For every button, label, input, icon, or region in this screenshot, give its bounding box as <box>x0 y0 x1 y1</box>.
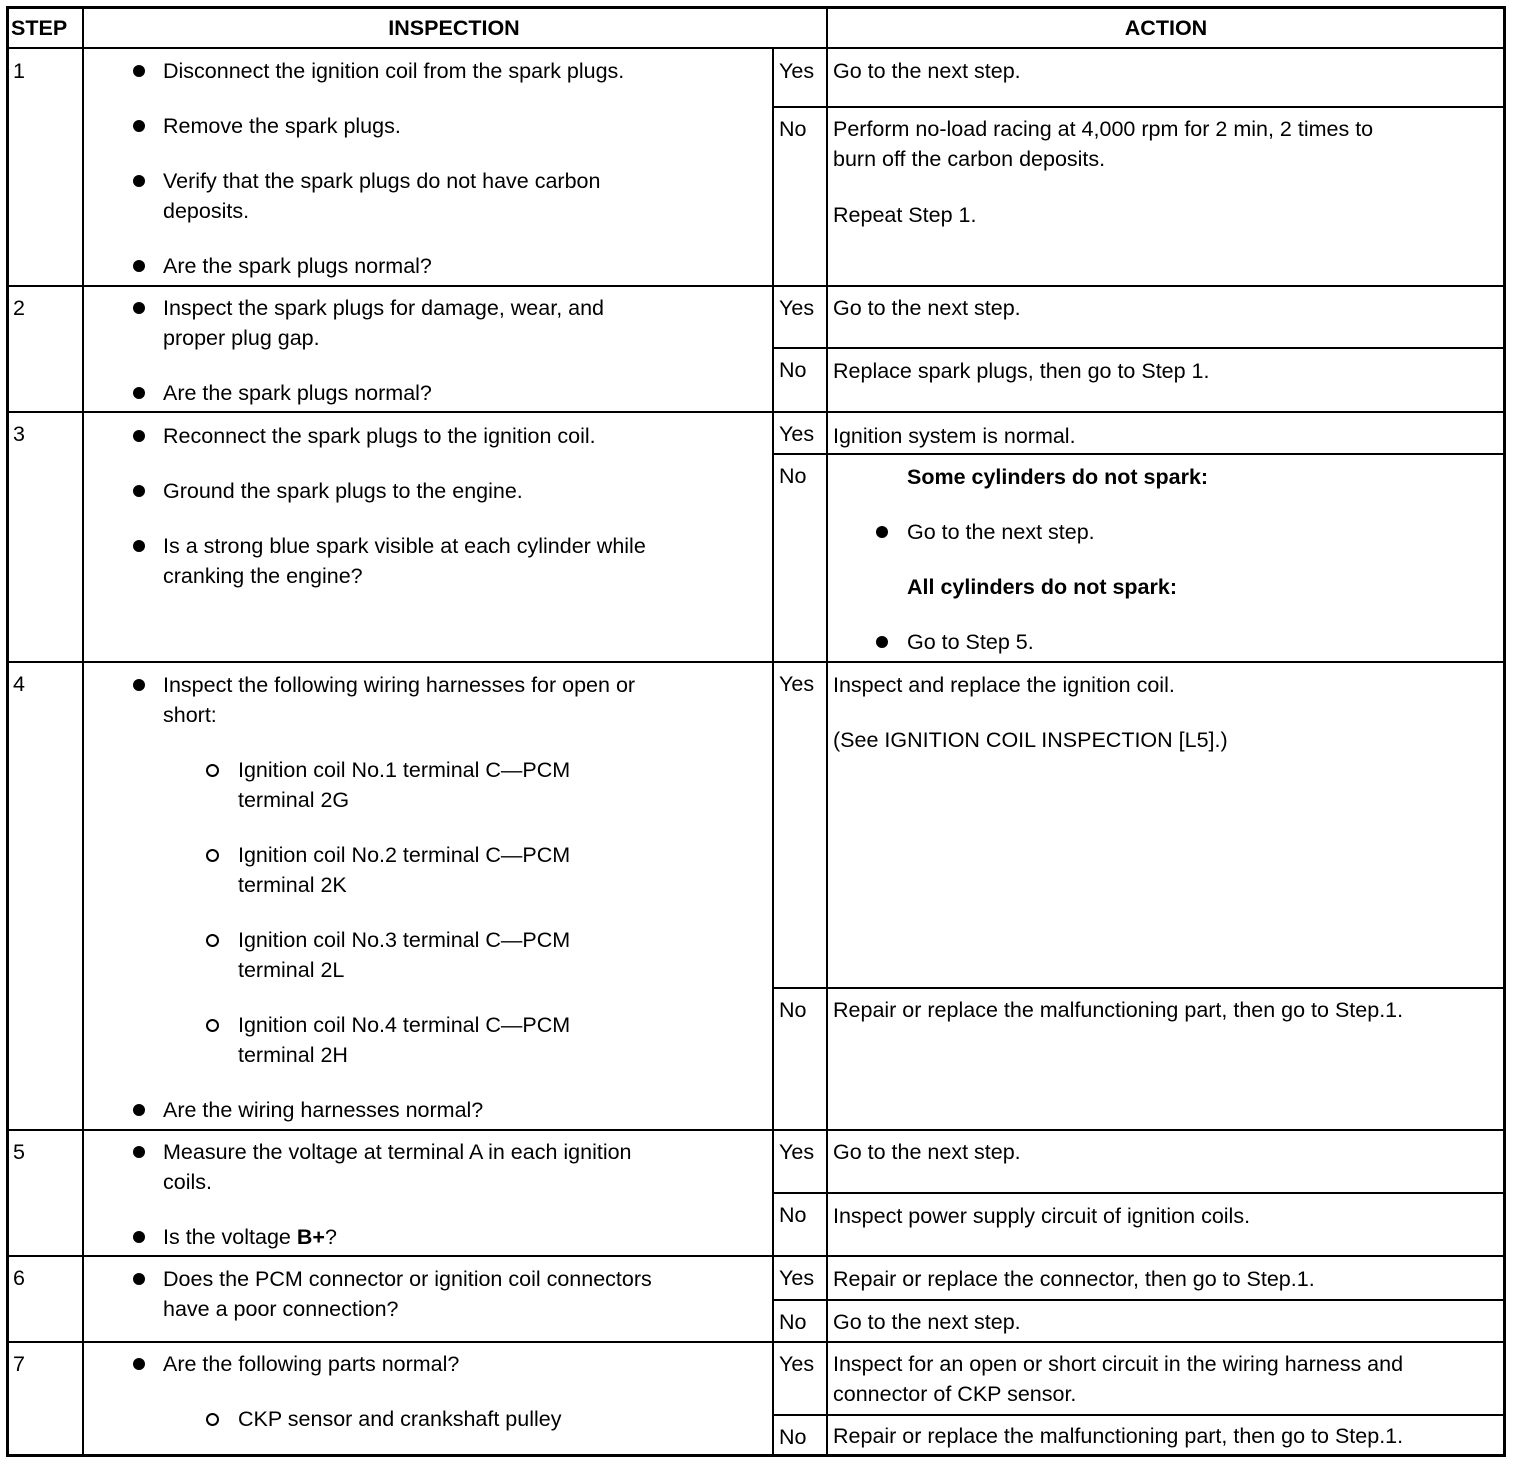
bullet-icon <box>133 260 145 272</box>
inspection-text: proper plug gap. <box>163 326 320 350</box>
header-action: ACTION <box>1124 16 1208 40</box>
action-no-text: Repeat Step 1. <box>833 203 977 227</box>
action-no-text: Repair or replace the malfunctioning part, then go to Step.1. <box>833 1424 1404 1448</box>
header-step: STEP <box>11 16 68 40</box>
yes-no-row-divider <box>772 347 1505 349</box>
text-suffix: ? <box>324 1225 337 1249</box>
no-label: No <box>779 998 807 1022</box>
yes-label: Yes <box>779 1352 815 1376</box>
header-inspection: INSPECTION <box>388 16 520 40</box>
row-divider <box>8 1255 1505 1257</box>
yes-no-row-divider <box>772 106 1505 108</box>
bullet-icon <box>876 636 888 648</box>
step-number: 5 <box>13 1140 25 1164</box>
inspection-text: Is a strong blue spark visible at each cylinder while <box>163 534 646 558</box>
yes-no-divider <box>772 412 774 662</box>
action-no-text: Go to the next step. <box>833 1310 1021 1334</box>
action-no-text: Replace spark plugs, then go to Step 1. <box>833 359 1210 383</box>
yes-label: Yes <box>779 1266 815 1290</box>
inspection-text: cranking the engine? <box>163 564 363 588</box>
inspection-text: Ignition coil No.2 terminal C—PCM <box>238 843 571 867</box>
action-yes-text: Go to the next step. <box>833 59 1021 83</box>
no-label: No <box>779 464 807 488</box>
action-yes-text: Go to the next step. <box>833 296 1021 320</box>
action-yes-text: connector of CKP sensor. <box>833 1382 1077 1406</box>
no-label: No <box>779 1310 807 1334</box>
inspection-text: Measure the voltage at terminal A in each ignition <box>163 1140 632 1164</box>
sub-bullet-icon <box>206 849 219 862</box>
action-yes-text: (See IGNITION COIL INSPECTION [L5].) <box>833 728 1228 752</box>
inspection-text: short: <box>163 703 217 727</box>
no-label: No <box>779 358 807 382</box>
inspection-text: coils. <box>163 1170 212 1194</box>
step-number: 2 <box>13 296 25 320</box>
sub-bullet-icon <box>206 934 219 947</box>
action-no-heading: Some cylinders do not spark: <box>907 465 1209 489</box>
yes-no-row-divider <box>772 1192 1505 1194</box>
step-number: 6 <box>13 1266 25 1290</box>
yes-label: Yes <box>779 296 815 320</box>
row-divider <box>8 285 1505 287</box>
inspection-text: Are the wiring harnesses normal? <box>163 1098 484 1122</box>
bullet-icon <box>876 526 888 538</box>
inspection-text: deposits. <box>163 199 250 223</box>
yes-no-divider <box>772 286 774 412</box>
yes-label: Yes <box>779 59 815 83</box>
inspection-text: Verify that the spark plugs do not have carbon <box>163 169 601 193</box>
inspection-text: Reconnect the spark plugs to the ignition coil. <box>163 424 596 448</box>
bullet-icon <box>133 1273 145 1285</box>
yes-label: Yes <box>779 1140 815 1164</box>
action-no-text: Go to the next step. <box>907 520 1095 544</box>
yes-no-divider <box>772 1342 774 1454</box>
yes-label: Yes <box>779 672 815 696</box>
action-yes-text: Ignition system is normal. <box>833 424 1076 448</box>
inspection-text: Are the following parts normal? <box>163 1352 460 1376</box>
inspection-text: Ignition coil No.3 terminal C—PCM <box>238 928 571 952</box>
bullet-icon <box>133 1358 145 1370</box>
inspection-text: Inspect the spark plugs for damage, wear, and <box>163 296 605 320</box>
bullet-icon <box>133 540 145 552</box>
bullet-icon <box>133 387 145 399</box>
yes-no-row-divider <box>772 1414 1505 1416</box>
bullet-icon <box>133 679 145 691</box>
step-column-divider <box>82 8 84 1456</box>
inspection-text: terminal 2G <box>238 788 350 812</box>
step-number: 7 <box>13 1352 25 1376</box>
inspection-text: Ground the spark plugs to the engine. <box>163 479 523 503</box>
action-no-text: Go to Step 5. <box>907 630 1034 654</box>
inspection-text: terminal 2K <box>238 873 347 897</box>
yes-no-divider <box>772 662 774 1130</box>
bold-value: B+ <box>296 1225 325 1249</box>
inspection-text: Disconnect the ignition coil from the spark plugs. <box>163 59 625 83</box>
bullet-icon <box>133 485 145 497</box>
action-no-heading: All cylinders do not spark: <box>907 575 1177 599</box>
row-divider <box>8 1129 1505 1131</box>
bullet-icon <box>133 1146 145 1158</box>
inspection-text: Are the spark plugs normal? <box>163 254 432 278</box>
bullet-icon <box>133 1104 145 1116</box>
action-yes-text: Inspect and replace the ignition coil. <box>833 673 1175 697</box>
inspection-text: Does the PCM connector or ignition coil connectors <box>163 1267 652 1291</box>
step-number: 1 <box>13 59 25 83</box>
sub-bullet-icon <box>206 1019 219 1032</box>
header-divider <box>8 47 1505 49</box>
inspection-text: Ignition coil No.4 terminal C—PCM <box>238 1013 571 1037</box>
action-column-divider <box>826 8 828 1456</box>
bullet-icon <box>133 65 145 77</box>
step-number: 4 <box>13 672 25 696</box>
inspection-text: have a poor connection? <box>163 1297 399 1321</box>
action-no-text: Repair or replace the malfunctioning part, then go to Step.1. <box>833 998 1404 1022</box>
action-no-text: burn off the carbon deposits. <box>833 147 1106 171</box>
action-no-text: Inspect power supply circuit of ignition coils. <box>833 1204 1251 1228</box>
inspection-text: terminal 2L <box>238 958 345 982</box>
yes-no-row-divider <box>772 987 1505 989</box>
inspection-text: Are the spark plugs normal? <box>163 381 432 405</box>
bullet-icon <box>133 1231 145 1243</box>
no-label: No <box>779 1203 807 1227</box>
action-yes-text: Go to the next step. <box>833 1140 1021 1164</box>
inspection-text: Remove the spark plugs. <box>163 114 401 138</box>
yes-no-row-divider <box>772 1299 1505 1301</box>
inspection-text: Is the voltage B+? <box>163 1225 337 1249</box>
no-label: No <box>779 1425 807 1449</box>
action-yes-text: Repair or replace the connector, then go to Step.1. <box>833 1267 1315 1291</box>
bullet-icon <box>133 120 145 132</box>
inspection-text: Inspect the following wiring harnesses for open or <box>163 673 636 697</box>
action-yes-text: Inspect for an open or short circuit in the wiring harness and <box>833 1352 1404 1376</box>
row-divider <box>8 661 1505 663</box>
bullet-icon <box>133 175 145 187</box>
yes-no-row-divider <box>772 453 1505 455</box>
inspection-text: Ignition coil No.1 terminal C—PCM <box>238 758 571 782</box>
no-label: No <box>779 117 807 141</box>
inspection-text: terminal 2H <box>238 1043 348 1067</box>
bullet-icon <box>133 430 145 442</box>
sub-bullet-icon <box>206 1413 219 1426</box>
yes-label: Yes <box>779 422 815 446</box>
row-divider <box>8 411 1505 413</box>
step-number: 3 <box>13 422 25 446</box>
inspection-text: CKP sensor and crankshaft pulley <box>238 1407 562 1431</box>
row-divider <box>8 1341 1505 1343</box>
yes-no-divider <box>772 49 774 286</box>
action-no-text: Perform no-load racing at 4,000 rpm for 2 min, 2 times to <box>833 117 1374 141</box>
sub-bullet-icon <box>206 764 219 777</box>
bullet-icon <box>133 302 145 314</box>
